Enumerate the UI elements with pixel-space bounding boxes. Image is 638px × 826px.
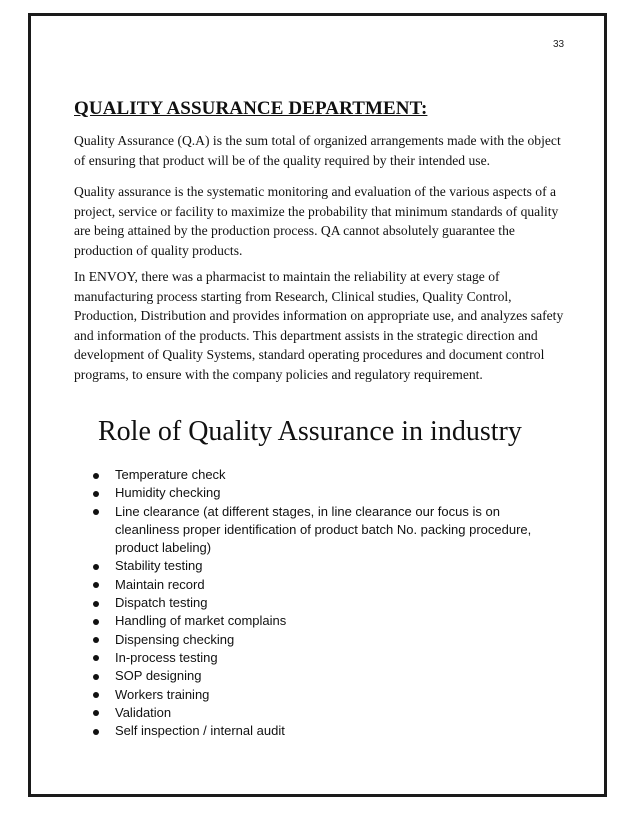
list-item — [90, 722, 560, 740]
list-item-text: Self inspection / internal audit — [115, 723, 285, 739]
bullet-icon — [93, 692, 99, 698]
list-item-text: Dispatch testing — [115, 595, 208, 611]
list-item-text: Temperature check — [115, 467, 226, 482]
bullet-icon — [93, 509, 99, 515]
list-item — [90, 484, 560, 502]
bullet-icon — [93, 582, 99, 588]
bullet-icon — [93, 655, 99, 661]
bullet-icon — [93, 729, 99, 735]
list-item-text: Maintain record — [115, 576, 205, 592]
list-item — [90, 557, 560, 575]
list-item-text: Dispensing checking — [115, 631, 235, 647]
bullet-icon — [93, 637, 99, 643]
list-item — [90, 631, 560, 649]
bullet-icon — [93, 710, 99, 716]
list-item — [90, 667, 560, 685]
roles-list — [90, 466, 560, 740]
section-heading: QUALITY ASSURANCE DEPARTMENT: — [74, 98, 428, 119]
bullet-icon — [93, 619, 99, 625]
list-item — [90, 576, 560, 594]
bullet-icon — [93, 473, 99, 479]
paragraph-qa-definition: Quality Assurance (Q.A) is the sum total of organized arrangements made with the object of ensuring that product will be of the quality required by their intended use. — [74, 133, 561, 168]
list-item — [90, 466, 560, 484]
list-item — [90, 649, 560, 667]
list-item-text: Humidity checking — [115, 485, 221, 501]
list-item-text: Validation — [115, 704, 172, 720]
paragraph-envoy: In ENVOY, there was a pharmacist to maintain the reliability at every stage of manufacturing process starting from Research, Clinical studies, Quality Control, Production, Distribution and provides information on appropriate use, and analyzes safety and information of the products. This department assists in the strategic direction and development of Quality Systems, standard operating procedures and document control programs, to ensure with the company policies and regulatory requirement. — [74, 269, 564, 382]
list-item — [90, 704, 560, 722]
list-item-text: Line clearance (at different stages, in line clearance our focus is on cleanliness proper identification of product batch No. packing procedure, product labeling) — [115, 503, 532, 556]
list-item — [90, 612, 560, 630]
bullet-icon — [93, 564, 99, 570]
bullet-icon — [93, 674, 99, 680]
page-number: 33 — [553, 39, 565, 50]
list-item — [90, 686, 560, 704]
list-item — [90, 594, 560, 612]
list-item-text: Workers training — [115, 686, 210, 702]
list-item-text: SOP designing — [115, 668, 202, 684]
bullet-icon — [93, 491, 99, 497]
paragraph-qa-monitoring: Quality assurance is the systematic monitoring and evaluation of the various aspects of a project, service or facility to maximize the probability that minimum standards of quality are being attained by the production process. QA cannot absolutely guarantee the production of quality products. — [74, 184, 559, 258]
list-item-text: Handling of market complains — [115, 613, 287, 629]
list-item-text: Stability testing — [115, 558, 203, 574]
bullet-icon — [93, 601, 99, 607]
role-heading: Role of Quality Assurance in industry — [98, 416, 522, 447]
list-item-text: In-process testing — [115, 649, 218, 665]
list-item — [90, 503, 560, 558]
